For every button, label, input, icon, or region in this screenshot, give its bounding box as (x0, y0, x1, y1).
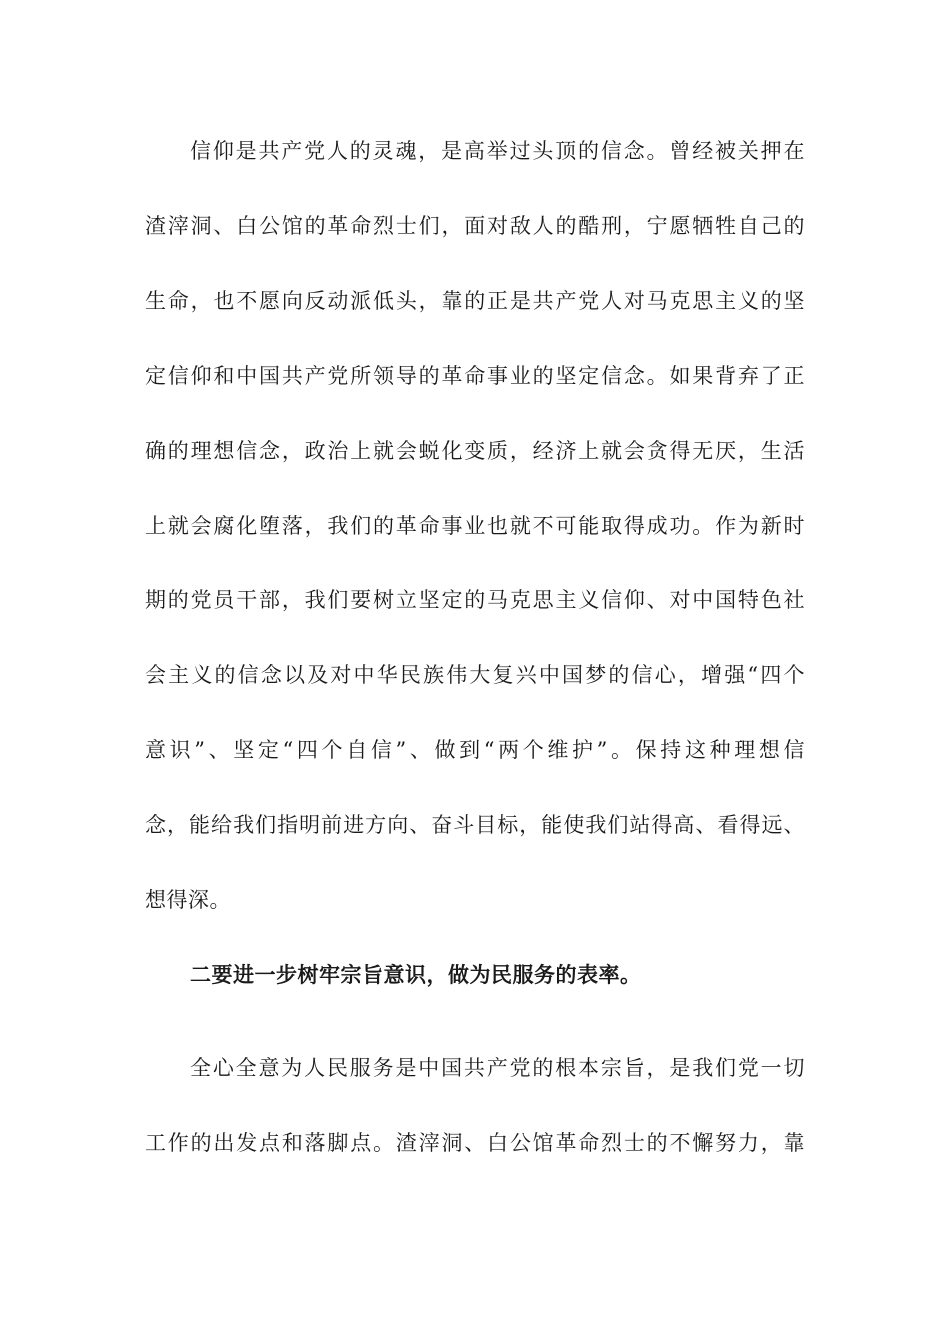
paragraph-1-line-2: 渣滓洞、白公馆的革命烈士们，面对敌人的酷刑，宁愿牺牲自己的 (145, 214, 805, 238)
paragraph-1-line-8: 会主义的信念以及对中华民族伟大复兴中国梦的信心，增强“四个 (145, 663, 805, 687)
paragraph-1-line-9: 意识”、坚定“四个自信”、做到“两个维护”。保持这种理想信 (145, 738, 805, 762)
paragraph-1-line-5: 确的理想信念，政治上就会蜕化变质，经济上就会贪得无厌，生活 (145, 439, 805, 463)
paragraph-1-line-1: 信仰是共产党人的灵魂，是高举过头顶的信念。曾经被关押在 (190, 139, 805, 163)
section-heading: 二要进一步树牢宗旨意识，做为民服务的表率。 (190, 962, 642, 987)
paragraph-1-line-7: 期的党员干部，我们要树立坚定的马克思主义信仰、对中国特色社 (145, 588, 805, 612)
paragraph-1-line-4: 定信仰和中国共产党所领导的革命事业的坚定信念。如果背弃了正 (145, 364, 805, 388)
paragraph-1-line-11: 想得深。 (145, 888, 231, 912)
paragraph-1-line-10: 念，能给我们指明前进方向、奋斗目标，能使我们站得高、看得远、 (145, 813, 805, 837)
paragraph-2-line-2: 工作的出发点和落脚点。渣滓洞、白公馆革命烈士的不懈努力，靠 (145, 1131, 805, 1155)
paragraph-2-line-1: 全心全意为人民服务是中国共产党的根本宗旨，是我们党一切 (190, 1056, 805, 1080)
paragraph-1-line-3: 生命，也不愿向反动派低头，靠的正是共产党人对马克思主义的坚 (145, 289, 805, 313)
paragraph-1-line-6: 上就会腐化堕落，我们的革命事业也就不可能取得成功。作为新时 (145, 514, 805, 538)
